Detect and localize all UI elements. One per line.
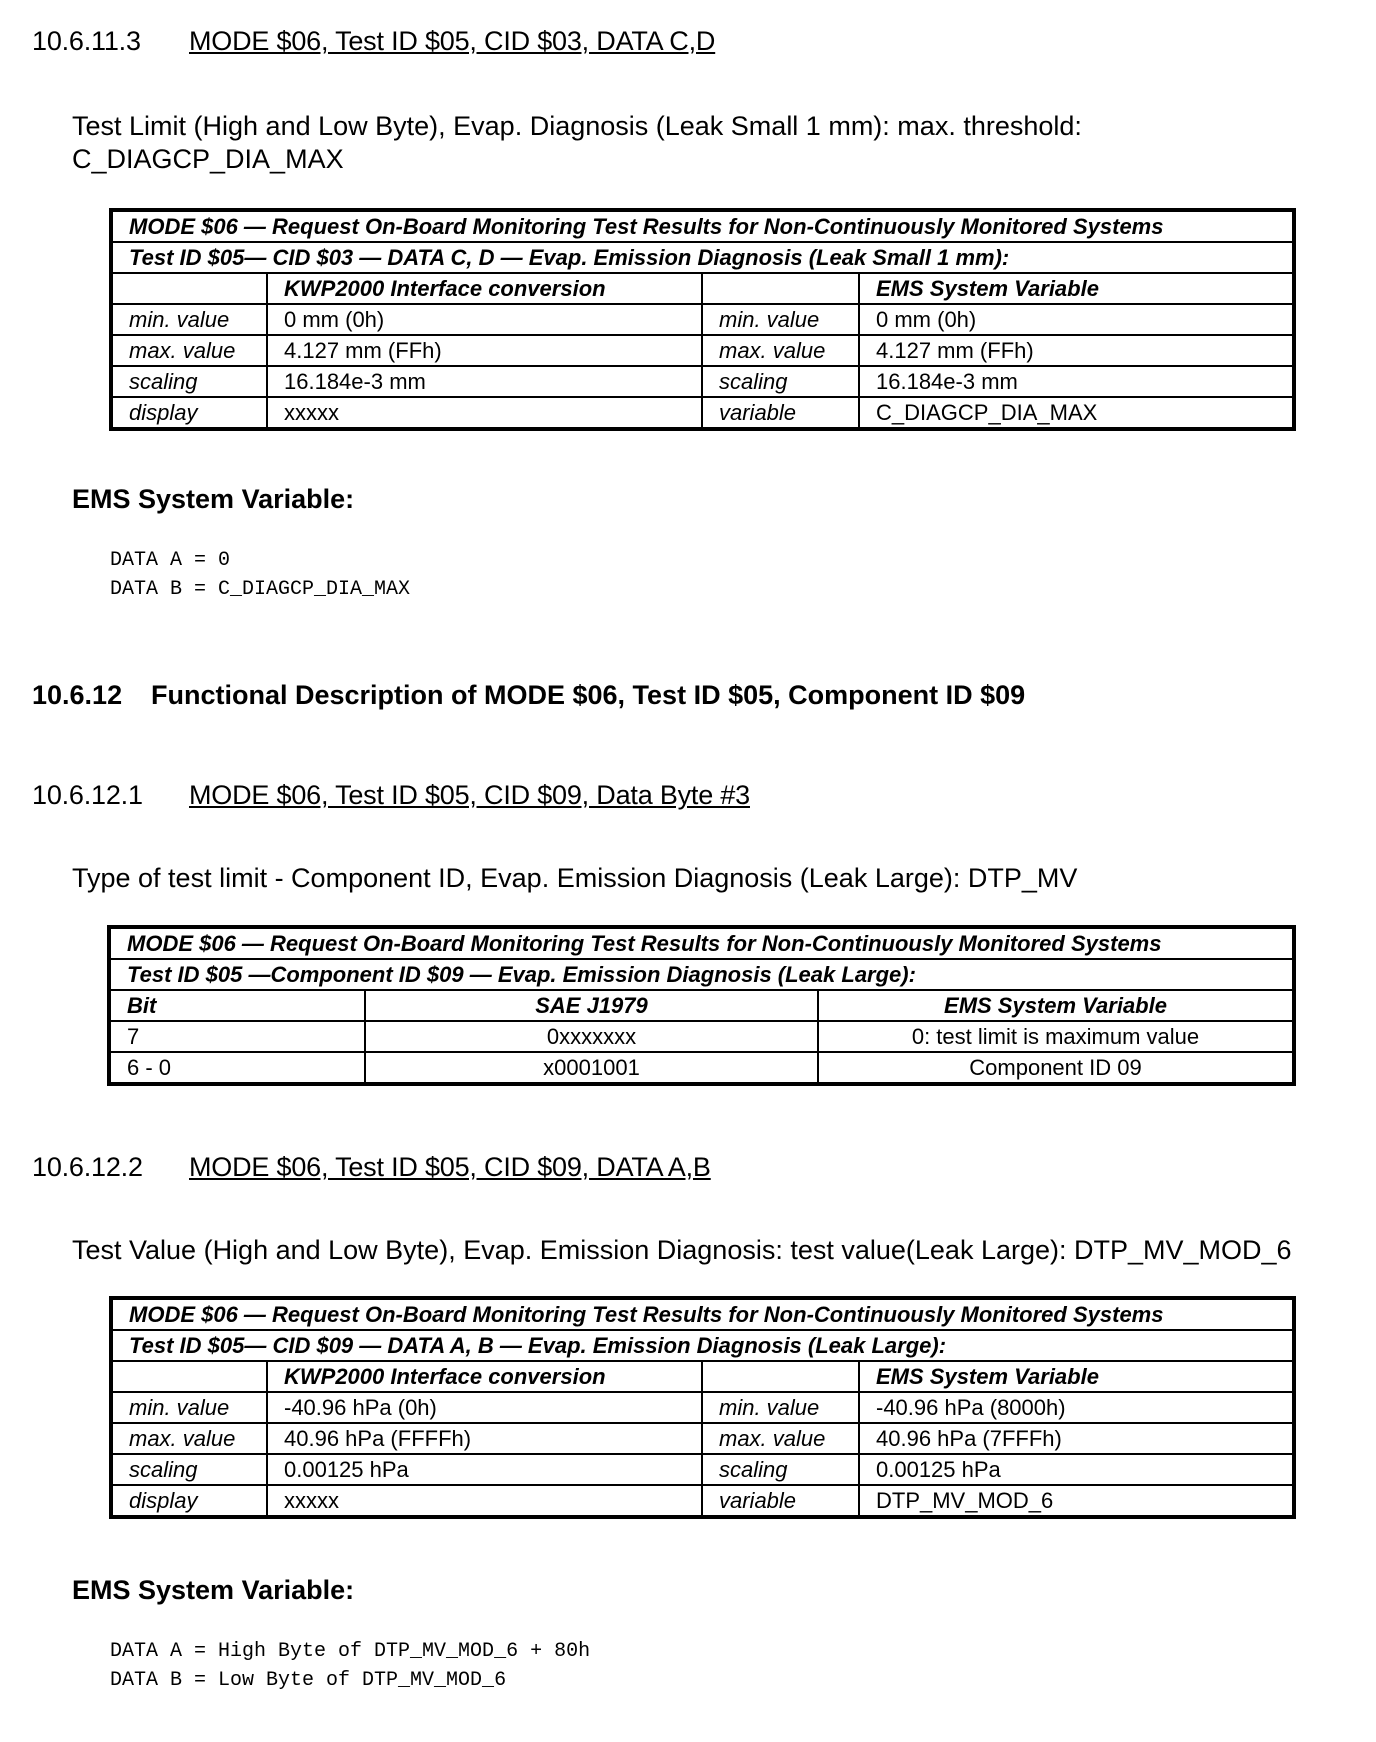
sae-cell: 0xxxxxxx: [365, 1021, 818, 1052]
row-label: max. value: [111, 335, 267, 366]
section-description: Test Value (High and Low Byte), Evap. Emission Diagnosis: test value(Leak Large): DTP_MV_MOD_6: [72, 1235, 1292, 1265]
table-cell-empty: [702, 1361, 859, 1392]
ems-heading: EMS System Variable:: [72, 484, 355, 514]
spec-table-cid09: [109, 1296, 1296, 1519]
section-title: Functional Description of MODE $06, Test ID $05, Component ID $09: [151, 680, 1026, 710]
column-header-ems: EMS System Variable: [859, 1361, 1294, 1392]
column-header-sae: SAE J1979: [365, 990, 818, 1021]
bit-cell: 7: [109, 1021, 365, 1052]
bit-cell: 6 - 0: [109, 1052, 365, 1084]
description-line: Test Limit (High and Low Byte), Evap. Diagnosis (Leak Small 1 mm): max. threshold:: [72, 111, 1082, 141]
row-value: 0.00125 hPa: [267, 1454, 702, 1485]
column-header-kwp: KWP2000 Interface conversion: [267, 273, 702, 304]
table-row: [111, 335, 1294, 366]
description-line: C_DIAGCP_DIA_MAX: [72, 144, 344, 174]
row-value: -40.96 hPa (8000h): [859, 1392, 1294, 1423]
row-value: DTP_MV_MOD_6: [859, 1485, 1294, 1517]
table-header-test-id: Test ID $05 —Component ID $09 — Evap. Emission Diagnosis (Leak Large):: [109, 959, 1294, 990]
row-label: display: [111, 397, 267, 429]
table-header-mode: MODE $06 — Request On-Board Monitoring Test Results for Non-Continuously Monitored Systems: [111, 210, 1294, 242]
row-label: scaling: [111, 1454, 267, 1485]
section-number: 10.6.11.3: [32, 26, 141, 56]
table-header-test-id: Test ID $05— CID $09 — DATA A, B — Evap. Emission Diagnosis (Leak Large):: [111, 1330, 1294, 1361]
row-value: -40.96 hPa (0h): [267, 1392, 702, 1423]
sae-cell: x0001001: [365, 1052, 818, 1084]
row-value: xxxxx: [267, 1485, 702, 1517]
column-header-kwp: KWP2000 Interface conversion: [267, 1361, 702, 1392]
row-value: 4.127 mm (FFh): [859, 335, 1294, 366]
row-label: max. value: [702, 335, 859, 366]
code-line: DATA A = 0: [110, 549, 231, 572]
code-block: [110, 546, 410, 604]
row-label: max. value: [111, 1423, 267, 1454]
row-label: variable: [702, 1485, 859, 1517]
section-number: 10.6.12.2: [32, 1152, 143, 1182]
row-value: 16.184e-3 mm: [267, 366, 702, 397]
row-label: min. value: [702, 304, 859, 335]
section-title: MODE $06, Test ID $05, CID $09, Data Byte #3: [189, 780, 750, 810]
code-block: [110, 1637, 590, 1695]
row-label: max. value: [702, 1423, 859, 1454]
code-line: DATA B = Low Byte of DTP_MV_MOD_6: [110, 1669, 507, 1692]
table-row: [111, 366, 1294, 397]
row-label: variable: [702, 397, 859, 429]
row-label: display: [111, 1485, 267, 1517]
row-label: scaling: [702, 1454, 859, 1485]
row-value: 4.127 mm (FFh): [267, 335, 702, 366]
section-heading-10-6-12-1: [32, 780, 750, 811]
section-heading-10-6-11-3: [32, 26, 715, 57]
code-line: DATA A = High Byte of DTP_MV_MOD_6 + 80h: [110, 1640, 591, 1663]
ems-heading: EMS System Variable:: [72, 1575, 355, 1605]
table-header-mode: MODE $06 — Request On-Board Monitoring Test Results for Non-Continuously Monitored Systems: [111, 1298, 1294, 1330]
row-value: 16.184e-3 mm: [859, 366, 1294, 397]
section-number: 10.6.12.1: [32, 780, 143, 810]
table-row: [109, 1021, 1294, 1052]
row-label: min. value: [111, 1392, 267, 1423]
table-cell-empty: [111, 273, 267, 304]
table-row: [111, 397, 1294, 429]
row-value: 0 mm (0h): [267, 304, 702, 335]
row-label: scaling: [111, 366, 267, 397]
table-row: [111, 1423, 1294, 1454]
spec-table-cid03: [109, 208, 1296, 431]
column-header-bit: Bit: [109, 990, 365, 1021]
table-cell-empty: [111, 1361, 267, 1392]
section-title: MODE $06, Test ID $05, CID $03, DATA C,D: [189, 26, 716, 56]
table-header-mode: MODE $06 — Request On-Board Monitoring Test Results for Non-Continuously Monitored Systems: [109, 927, 1294, 959]
table-row: [109, 1052, 1294, 1084]
table-row: [111, 304, 1294, 335]
table-row: [111, 1392, 1294, 1423]
section-description: [72, 110, 1082, 176]
section-number: 10.6.12: [32, 680, 123, 710]
table-cell-empty: [702, 273, 859, 304]
column-header-ems: EMS System Variable: [859, 273, 1294, 304]
spec-table-bits: [107, 925, 1296, 1086]
table-row: [111, 1454, 1294, 1485]
code-line: DATA B = C_DIAGCP_DIA_MAX: [110, 578, 411, 601]
row-label: min. value: [702, 1392, 859, 1423]
row-value: 40.96 hPa (FFFFh): [267, 1423, 702, 1454]
table-row: [111, 1485, 1294, 1517]
ems-cell: Component ID 09: [818, 1052, 1294, 1084]
section-heading-10-6-12: [32, 680, 1025, 711]
row-value: 0.00125 hPa: [859, 1454, 1294, 1485]
row-value: 40.96 hPa (7FFFh): [859, 1423, 1294, 1454]
row-label: min. value: [111, 304, 267, 335]
column-header-ems: EMS System Variable: [818, 990, 1294, 1021]
row-value: C_DIAGCP_DIA_MAX: [859, 397, 1294, 429]
section-heading-10-6-12-2: [32, 1152, 711, 1183]
table-header-test-id: Test ID $05— CID $03 — DATA C, D — Evap. Emission Diagnosis (Leak Small 1 mm):: [111, 242, 1294, 273]
row-label: scaling: [702, 366, 859, 397]
row-value: xxxxx: [267, 397, 702, 429]
section-title: MODE $06, Test ID $05, CID $09, DATA A,B: [189, 1152, 711, 1182]
section-description: Type of test limit - Component ID, Evap. Emission Diagnosis (Leak Large): DTP_MV: [72, 863, 1078, 893]
ems-cell: 0: test limit is maximum value: [818, 1021, 1294, 1052]
row-value: 0 mm (0h): [859, 304, 1294, 335]
